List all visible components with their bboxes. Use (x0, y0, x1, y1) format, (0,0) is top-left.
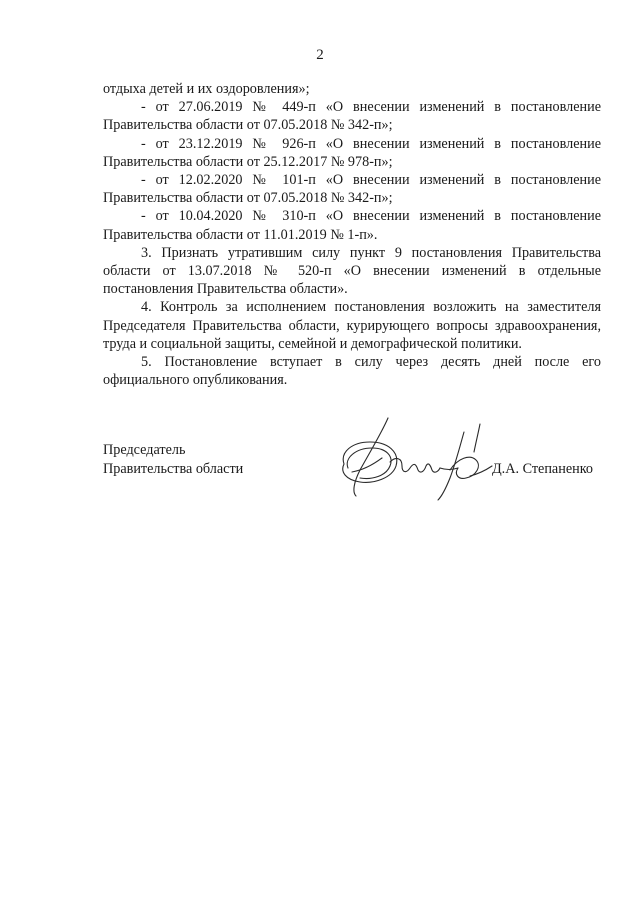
clause-4: 4. Контроль за исполнением постановления возложить на заместителя Председателя Правительства области, курирующего вопросы здравоохранения, труда и социальной защиты, семейной и демографической политики. (103, 299, 601, 352)
list-item-amendment-310: - от 10.04.2020 № 310-п «О внесении изменений в постановление Правительства области от 11.01.2019 № 1-п». (103, 208, 601, 243)
list-item-amendment-101: - от 12.02.2020 № 101-п «О внесении изменений в постановление Правительства области от 07.05.2018 № 342-п»; (103, 172, 601, 207)
clause-3: 3. Признать утратившим силу пункт 9 постановления Правительства области от 13.07.2018 № 520-п «О внесении изменений в отдельные постановления Правительства области». (103, 244, 601, 298)
clause-5: 5. Постановление вступает в силу через десять дней после его официального опубликования. (103, 354, 601, 389)
signatory-name: Д.А. Степаненко (492, 461, 593, 477)
list-item-amendment-926: - от 23.12.2019 № 926-п «О внесении изменений в постановление Правительства области от 25.12.2017 № 978-п»; (103, 135, 601, 170)
signatory-title-line-2: Правительства области (103, 461, 244, 477)
signatory-title (103, 441, 243, 479)
list-item-amendment-449: - от 27.06.2019 № 449-п «О внесении изменений в постановление Правительства области от 07.05.2018 № 342-п»; (103, 99, 601, 134)
handwritten-signature (330, 412, 510, 504)
document-body (103, 80, 601, 389)
paragraph-continuation: отдыха детей и их оздоровления»; (103, 81, 310, 97)
signatory-title-line-1: Председатель (103, 442, 186, 458)
page-number: 2 (316, 47, 324, 63)
